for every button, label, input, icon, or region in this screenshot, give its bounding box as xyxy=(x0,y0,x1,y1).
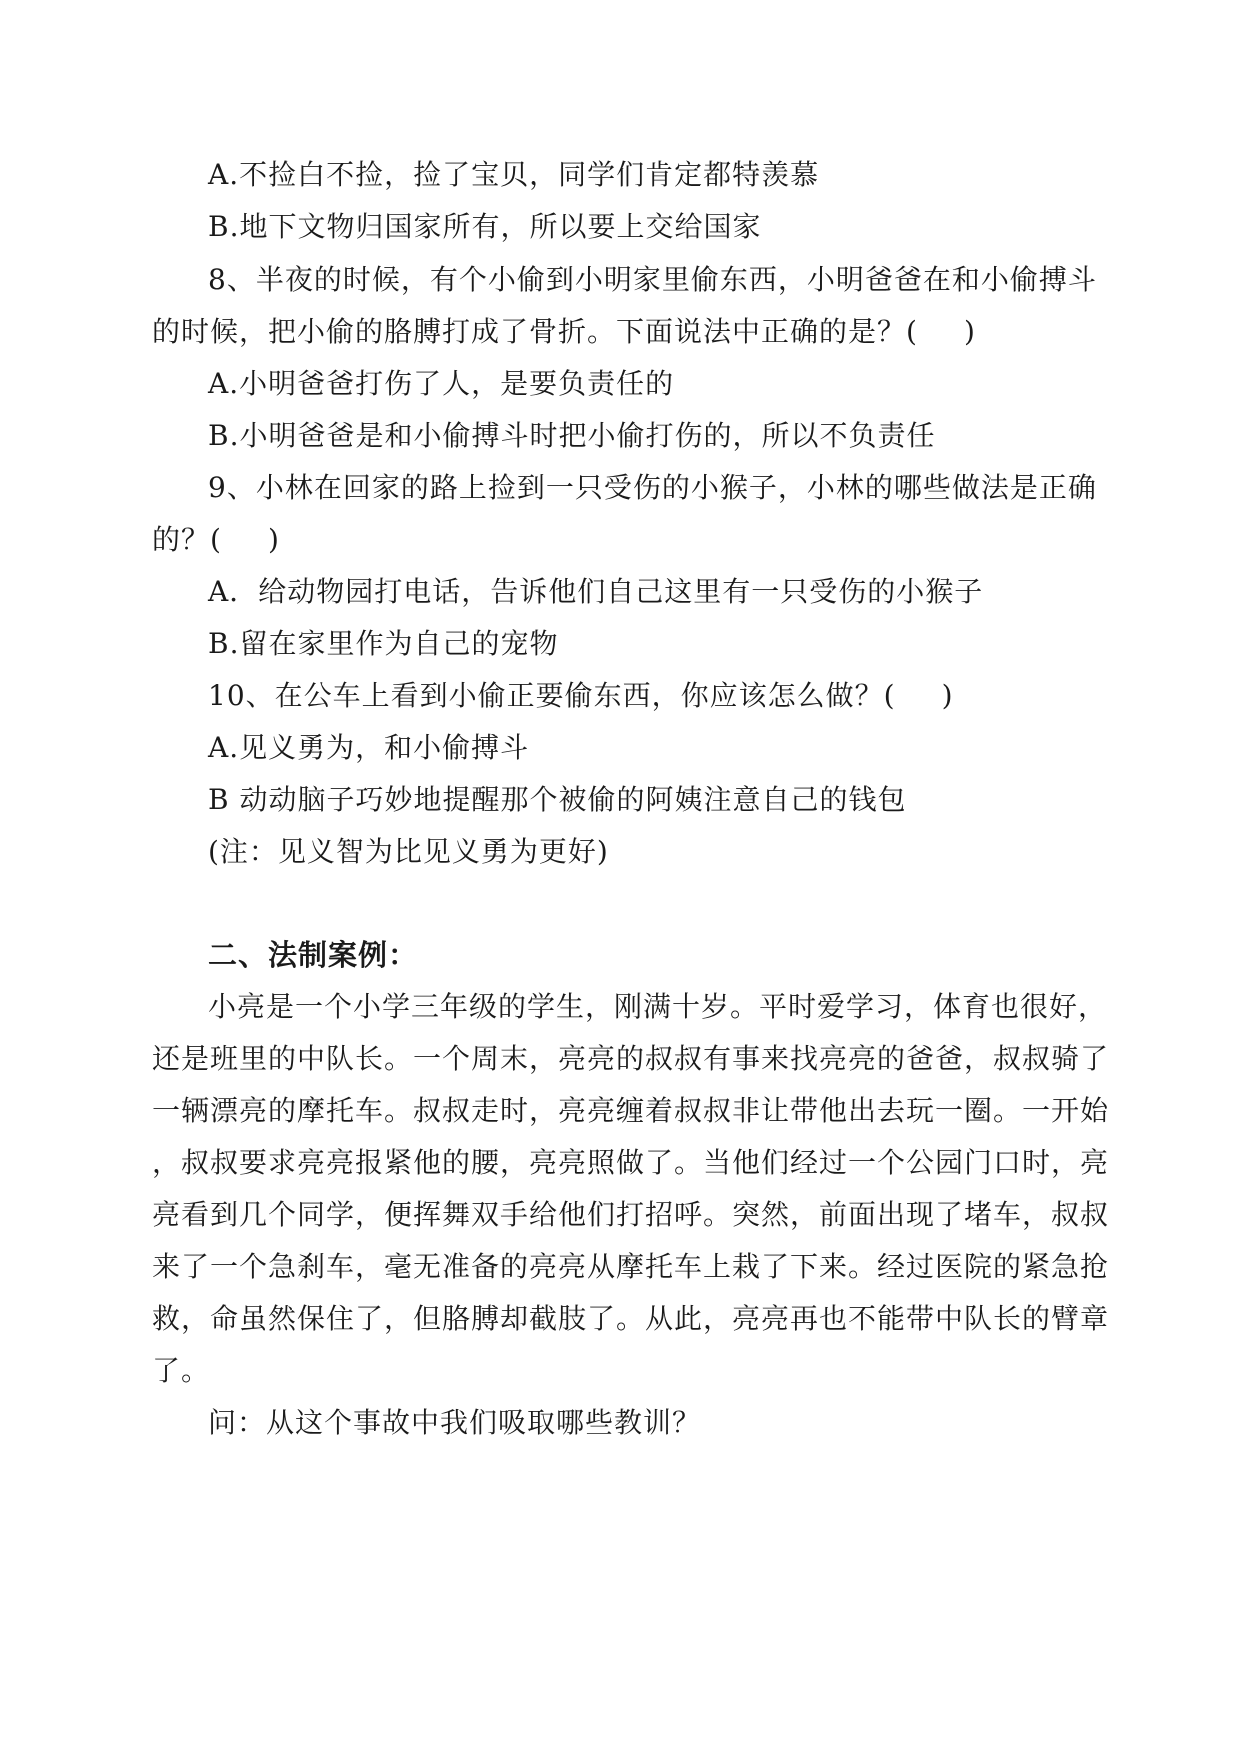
q8-close-paren: ) xyxy=(963,315,976,348)
q9-option-a: A．给动物园打电话，告诉他们自己这里有一只受伤的小猴子 xyxy=(208,575,984,608)
case-paragraph-line: ，叔叔要求亮亮报紧他的腰，亮亮照做了。当他们经过一个公园门口时，亮 xyxy=(152,1146,1110,1179)
q10-option-b: B 动动脑子巧妙地提醒那个被偷的阿姨注意自己的钱包 xyxy=(208,783,907,816)
case-paragraph-line: 来了一个急刹车，毫无准备的亮亮从摩托车上栽了下来。经过医院的紧急抢 xyxy=(152,1250,1110,1283)
q10-close-paren: ) xyxy=(941,679,954,712)
q10-question-text: 10、在公车上看到小偷正要偷东西，你应该怎么做？( xyxy=(208,679,896,712)
q8-question-text: 的时候，把小偷的胳膊打成了骨折。下面说法中正确的是？( xyxy=(152,315,918,348)
q9-close-paren: ) xyxy=(267,523,280,556)
case-paragraph-line: 小亮是一个小学三年级的学生，刚满十岁。平时爱学习，体育也很好， xyxy=(208,990,1108,1023)
q9-question-line2 xyxy=(152,523,280,557)
q10-option-a: A.见义勇为，和小偷搏斗 xyxy=(208,731,530,764)
q8-question-line1: 8、半夜的时候，有个小偷到小明家里偷东西，小明爸爸在和小偷搏斗 xyxy=(208,263,1097,296)
case-paragraph-line: 还是班里的中队长。一个周末，亮亮的叔叔有事来找亮亮的爸爸，叔叔骑了 xyxy=(152,1042,1110,1075)
q8-option-a: A.小明爸爸打伤了人，是要负责任的 xyxy=(208,367,675,400)
q8-option-b: B.小明爸爸是和小偷搏斗时把小偷打伤的，所以不负责任 xyxy=(208,419,936,452)
q9-option-b: B.留在家里作为自己的宠物 xyxy=(208,627,559,660)
q7-option-b: B.地下文物归国家所有，所以要上交给国家 xyxy=(208,210,762,243)
section-heading: 二、法制案例： xyxy=(208,938,419,972)
case-paragraph-line: 救，命虽然保住了，但胳膊却截肢了。从此，亮亮再也不能带中队长的臂章 xyxy=(152,1302,1110,1335)
case-paragraph-line: 一辆漂亮的摩托车。叔叔走时，亮亮缠着叔叔非让带他出去玩一圈。一开始 xyxy=(152,1094,1110,1127)
q10-question xyxy=(208,679,954,713)
q9-question-line1: 9、小林在回家的路上捡到一只受伤的小猴子，小林的哪些做法是正确 xyxy=(208,471,1097,504)
case-question: 问：从这个事故中我们吸取哪些教训？ xyxy=(208,1406,702,1439)
q10-note: (注：见义智为比见义勇为更好) xyxy=(208,835,609,868)
case-paragraph-line: 了。 xyxy=(152,1354,211,1387)
case-paragraph-line: 亮看到几个同学，便挥舞双手给他们打招呼。突然，前面出现了堵车，叔叔 xyxy=(152,1198,1110,1231)
q7-option-a: A.不捡白不捡，捡了宝贝，同学们肯定都特羡慕 xyxy=(208,158,820,191)
q8-question-line2 xyxy=(152,315,976,349)
q9-question-text: 的？( xyxy=(152,523,222,556)
